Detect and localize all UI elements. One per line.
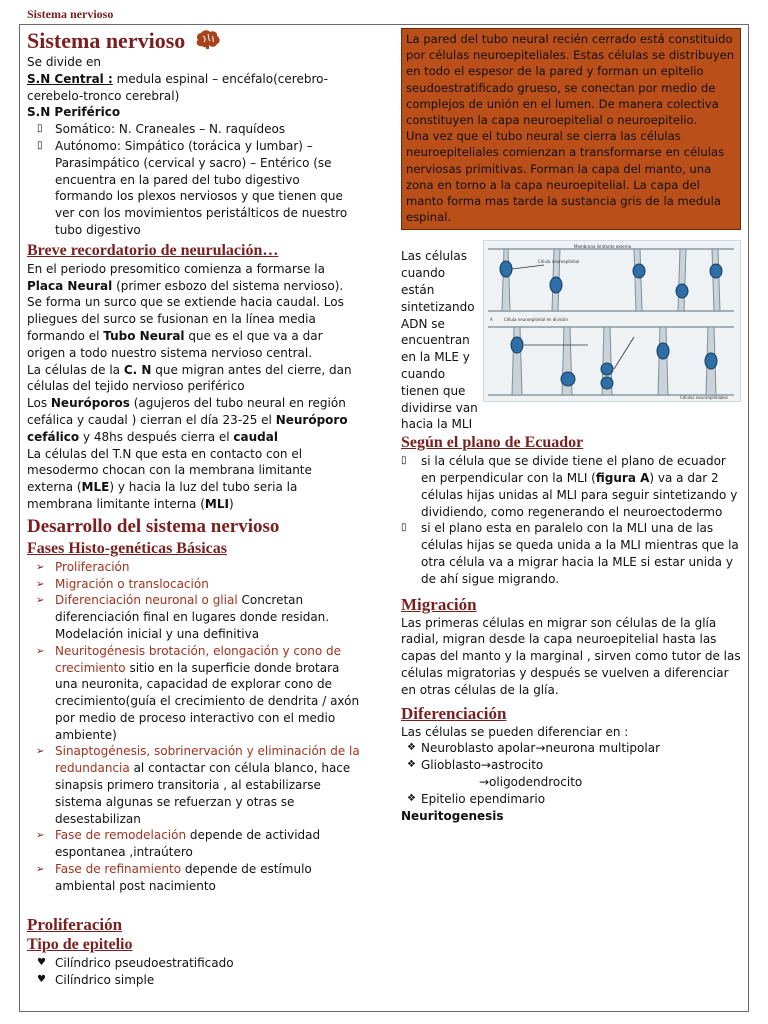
- fase-item: ➢ Fase de remodelación depende de actividad espontanea ,intraútero: [36, 828, 321, 860]
- diamond-bullet-icon: ❖: [407, 742, 416, 754]
- fase-item: ➢ Fase de refinamiento depende de estímulo ambiental post nacimiento: [36, 862, 312, 893]
- box-bullet-icon: ▯: [37, 123, 43, 135]
- neurulacion-heading: Breve recordatorio de neurulación…: [27, 241, 279, 259]
- snp-label: S.N Periférico: [27, 105, 121, 120]
- divide-text: Se divide en: [27, 55, 102, 69]
- diamond-bullet-icon: ❖: [407, 759, 416, 771]
- figure-caption: Las células cuando están sintetizando ADN se encuentran en la MLE y cuando tienen que dividirse van hacia la MLI: [401, 249, 478, 432]
- fase-item: ➢ Sinaptogénesis, sobrinervación y eliminación de la redundancia al contactar con célula blanco, hace sinapsis primero transitoria , al estabilizarse sistema algunas se refuerzan y otras se desestabilizan: [36, 744, 360, 826]
- cn-paragraph: La células de la C. N que migran antes del cierre, dan células del tejido nervioso periférico: [27, 362, 352, 394]
- neuroporos-paragraph: Los Neuróporos (agujeros del tubo neural en región cefálica y caudal ) cierran el día 23-25 el Neuróporo cefálico y 48hs después cierra el caudal: [27, 396, 348, 444]
- figure-label: Células neuroepiteliales: [680, 395, 728, 401]
- ecuador-heading: Según el plano de Ecuador: [401, 434, 584, 452]
- box-bullet-icon: ▯: [37, 139, 43, 151]
- fase-item: ➢ Neuritogénesis brotación, elongación y cono de crecimiento sitio en la superficie donde brotara una neuronita, capacidad de explorar cono de crecimiento(guía el crecimiento de dendrita / axón por medio de proceso interactivo con el medio ambiente): [36, 643, 360, 742]
- box-paragraph: La pared del tubo neural recién cerrado está constituido por células neuroepiteliales. Estas células se distribuyen en todo el espesor de la pared y forman un epitelio seudoestratificado grueso, se conectan por medio de complejos de unión en el lumen. De manera colectiva constituyen la capa neuroepitelial o neuroepitelio.: [406, 32, 735, 128]
- dif-item: ❖ Glioblasto→astrocito: [407, 758, 544, 773]
- page-title: Sistema nervioso: [27, 28, 186, 53]
- heart-bullet-icon: ♥: [37, 973, 46, 985]
- arrow-bullet-icon: ➢: [36, 595, 45, 607]
- migracion-heading: Migración: [401, 594, 477, 614]
- box-bullet-icon: ▯: [401, 455, 407, 467]
- arrow-bullet-icon: ➢: [36, 864, 45, 876]
- brain-icon: [195, 29, 221, 54]
- epitelio-heading: Tipo de epitelio: [27, 936, 133, 953]
- snp-item: ▯ Somático: N. Craneales – N. raquídeos: [37, 122, 286, 137]
- arrow-bullet-icon: ➢: [36, 746, 45, 758]
- dif-item: ❖ Neuroblasto apolar→neurona multipolar: [407, 741, 661, 756]
- box-bullet-icon: ▯: [401, 522, 407, 534]
- membrana-paragraph: La células del T.N que esta en contacto con el mesodermo chocan con la membrana limitante externa (MLE) y hacia la luz del tubo seria la membrana limitante interna (MLI): [27, 446, 312, 511]
- figure-label: Célula neuroepitelial: [538, 259, 580, 265]
- epitelio-item: ♥ Cilíndrico simple: [37, 972, 155, 987]
- desarrollo-heading: Desarrollo del sistema nervioso: [27, 515, 280, 537]
- arrow-bullet-icon: ➢: [36, 830, 45, 842]
- neuroepithelium-figure: [483, 240, 741, 402]
- epitelio-item: ♥ Cilíndrico pseudoestratificado: [37, 956, 234, 970]
- proliferacion-section: [27, 914, 361, 989]
- diferenciacion-intro: Las células se pueden diferenciar en :: [401, 724, 629, 739]
- ecuador-item: ▯ si la célula que se divide tiene el plano de ecuador en perpendicular con la MLI (figura A) va a dar 2 células hijas unidas al MLI para seguir sintetizando y dividiendo, como regenerando el neuroectodermo: [401, 454, 738, 519]
- figure-label: Célula neuroepitelial en división: [504, 317, 569, 323]
- neurulacion-paragraph: En el periodo presomitico comienza a formarse la Placa Neural (primer esbozo del sistema nervioso). Se forma un surco que se extiende hacia caudal. Los pliegues del surco se fusionan en la línea media formando el Tubo Neural que es el que va a dar origen a todo nuestro sistema nervioso central.: [27, 261, 344, 360]
- snc-line: [27, 71, 361, 105]
- running-header: Sistema nervioso: [27, 7, 114, 21]
- fase-item: ➢ Diferenciación neuronal o glial Concretan diferenciación final en lugares donde residan. Modelación inicial y una definitiva: [36, 593, 330, 641]
- title-row: [27, 28, 361, 54]
- left-column: [27, 28, 361, 895]
- snc-label: S.N Central :: [27, 71, 113, 86]
- snp-item: ▯ Autónomo: Simpático (torácica y lumbar) – Parasimpático (cervical y sacro) – Entérico (se encuentra en la pared del tubo digestivo formando los plexos nerviosos y que tienen que ver con los movimientos peristálticos de nuestro tubo digestivo: [37, 138, 348, 237]
- neuritogenesis-label: Neuritogenesis: [401, 808, 504, 823]
- dif-item: ❖ Epitelio ependimario: [407, 791, 546, 806]
- snc-text: medula espinal – encéfalo(cerebro-cerebelo-tronco cerebral): [27, 71, 329, 103]
- figure-label: Membrana limitante externa: [574, 244, 632, 250]
- fase-item: ➢ Migración o translocación: [27, 576, 361, 593]
- fase-item: ➢ Proliferación: [27, 559, 361, 576]
- box-paragraph: Una vez que el tubo neural se cierra las células neuroepiteliales comienzan a transformarse en células nerviosas primitivas. Forman la capa del manto, una zona en torno a la capa neuroepitelial. La capa del manto forma mas tarde la sustancia gris de la medula espinal.: [406, 129, 725, 225]
- arrow-bullet-icon: ➢: [36, 578, 45, 590]
- diferenciacion-heading: Diferenciación: [401, 703, 507, 723]
- heart-bullet-icon: ♥: [37, 957, 46, 968]
- migracion-text: Las primeras células en migrar son células de la glía radial, migran desde la capa neuroepitelial hasta las capas del manto y la marginal , sirven como tutor de las células migratorias y después se vuelven a diferenciar en otras células de la glía.: [401, 615, 741, 697]
- figure-row: [401, 244, 741, 433]
- dif-item-cont: →oligodendrocito: [479, 774, 583, 789]
- neuroepitelio-box: [401, 28, 741, 230]
- arrow-bullet-icon: ➢: [36, 561, 45, 573]
- arrow-bullet-icon: ➢: [36, 645, 45, 657]
- fases-heading: Fases Histo-genéticas Básicas: [27, 539, 227, 557]
- diamond-bullet-icon: ❖: [407, 792, 416, 804]
- figure-label: A: [490, 317, 493, 323]
- ecuador-item: ▯ si el plano esta en paralelo con la MLI una de las células hijas se queda unida a la MLI mientras que la otra célula va a migrar hacia la MLE si estar unida y de ahí sigue migrando.: [401, 521, 739, 586]
- proliferacion-heading: Proliferación: [27, 915, 123, 934]
- right-column: [401, 28, 741, 824]
